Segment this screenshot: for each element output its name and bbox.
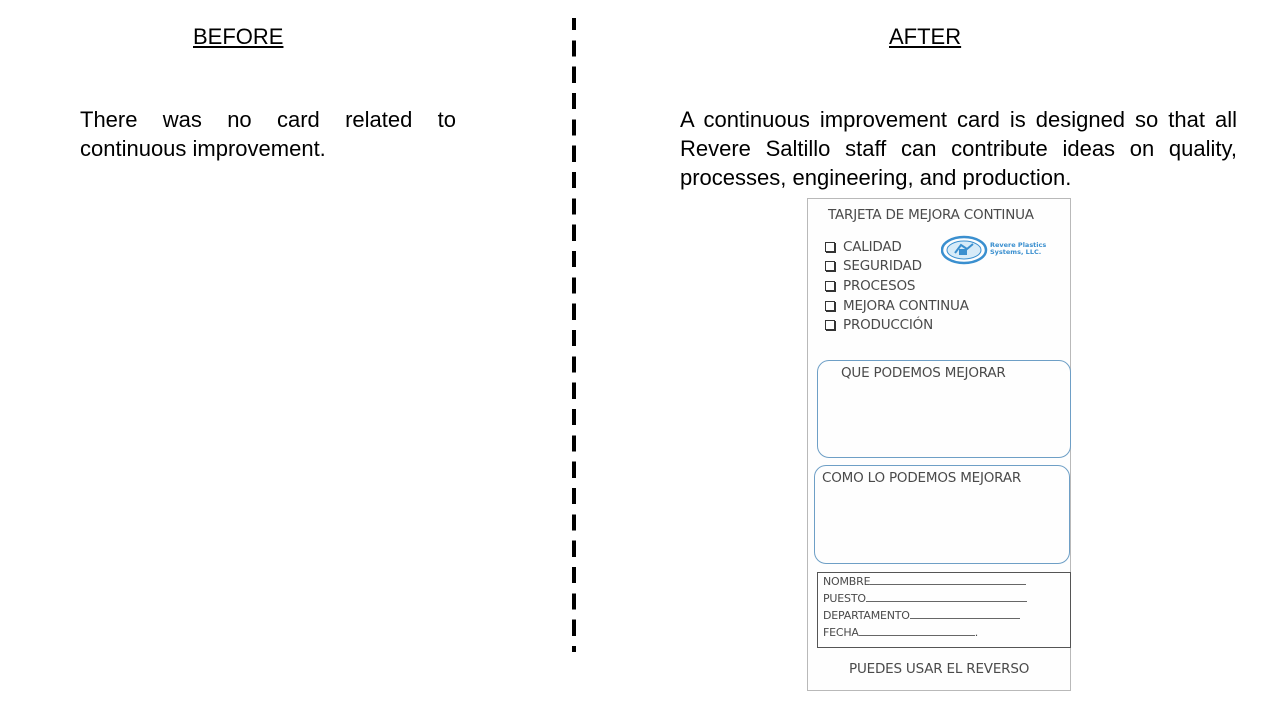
after-description: A continuous improvement card is designed so that all Revere Saltillo staff can contribute ideas on quality, processes, engineering, and production. [680, 107, 1237, 190]
checklist-label: PROCESOS [843, 277, 916, 294]
checkbox-icon [825, 301, 835, 311]
form-row-departamento: DEPARTAMENTO [818, 607, 1070, 624]
what-to-improve-label: QUE PODEMOS MEJORAR [841, 365, 1006, 381]
card-footer: PUEDES USAR EL REVERSO [849, 661, 1030, 677]
before-description: There was no card related to continuous improvement. [80, 107, 456, 161]
how-to-improve-label: COMO LO PODEMOS MEJORAR [822, 470, 1022, 486]
form-row-puesto: PUESTO [818, 590, 1070, 607]
checklist-label: MEJORA CONTINUA [843, 297, 969, 314]
checklist-label: PRODUCCIÓN [843, 317, 933, 334]
checklist-item [825, 276, 969, 296]
what-to-improve-box [817, 360, 1071, 458]
card-title: TARJETA DE MEJORA CONTINUA [828, 207, 1034, 223]
improvement-card-image [807, 198, 1071, 691]
checklist-item [825, 296, 969, 316]
how-to-improve-box [814, 465, 1070, 564]
checkbox-icon [825, 242, 835, 252]
checklist-label: CALIDAD [843, 238, 902, 255]
checkbox-icon [825, 320, 835, 330]
logo-text: Revere Plastics Systems, LLC. [990, 241, 1047, 256]
checklist-label: SEGURIDAD [843, 258, 922, 275]
form-row-nombre: NOMBRE [818, 573, 1070, 590]
before-heading: BEFORE [193, 24, 284, 49]
card-form [817, 572, 1071, 648]
revere-logo [941, 235, 1061, 265]
logo-emblem-icon [941, 235, 989, 265]
after-heading: AFTER [889, 24, 962, 49]
checkbox-icon [825, 261, 835, 271]
checkbox-icon [825, 281, 835, 291]
dashed-divider [572, 18, 576, 652]
checklist-item [825, 315, 969, 335]
form-row-fecha: FECHA . [823, 626, 979, 639]
